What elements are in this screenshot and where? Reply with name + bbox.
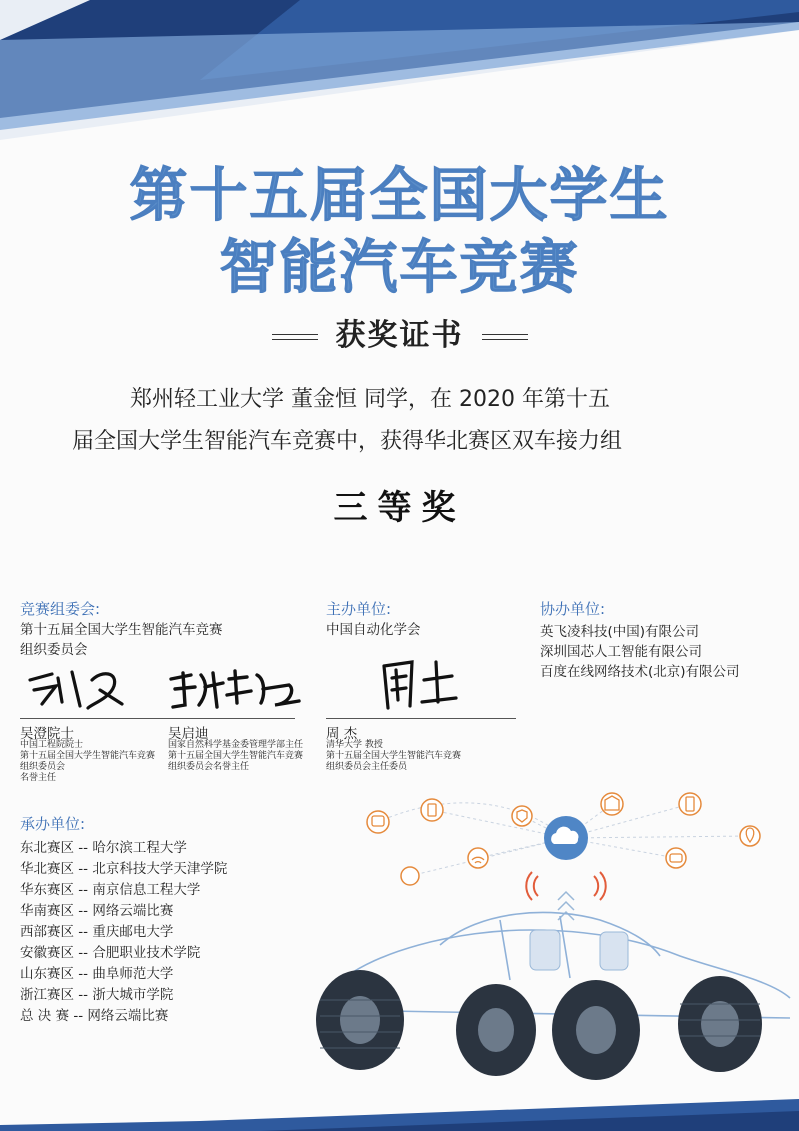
hosts-heading: 承办单位:	[20, 815, 86, 833]
signatory-name: 吴澄院士	[20, 726, 74, 742]
certificate-subtitle	[0, 310, 799, 354]
robot-icon	[666, 848, 686, 868]
host-item: 华南赛区 -- 网络云端比赛	[20, 903, 174, 919]
smart-car-illustration	[300, 780, 799, 1080]
signature-wu-cheng	[22, 660, 132, 715]
host-item: 东北赛区 -- 哈尔滨工程大学	[20, 840, 187, 856]
organizer-heading: 主办单位:	[326, 600, 392, 618]
top-decorative-band	[0, 0, 799, 140]
signature-line-middle	[326, 718, 516, 719]
hosts-list	[20, 838, 227, 1027]
wifi-icon	[468, 848, 488, 868]
left-dash-divider	[272, 334, 318, 340]
committee-heading: 竞赛组委会:	[20, 600, 101, 618]
co-organizers-heading: 协办单位:	[540, 600, 606, 618]
bus-icon	[367, 811, 389, 833]
co-organizer-item: 百度在线网络技术(北京)有限公司	[540, 664, 740, 680]
host-item: 安徽赛区 -- 合肥职业技术学院	[20, 945, 201, 961]
signatory-description: 中国工程院院士 第十五届全国大学生智能汽车竞赛 组织委员会 名誉主任	[20, 740, 156, 783]
certificate-statement-line-2: 届全国大学生智能汽车竞赛中，获得华北赛区双车接力组	[72, 429, 623, 454]
certificate-statement-line-1: 郑州轻工业大学 董金恒 同学，在 2020 年第十五	[130, 387, 610, 412]
signatory-description: 清华大学 教授 第十五届全国大学生智能汽车竞赛 组织委员会主任委员	[326, 740, 462, 772]
committee-text-line-1: 第十五届全国大学生智能汽车竞赛	[20, 622, 223, 638]
signature-wu-qidi	[165, 665, 305, 710]
signatory-name: 周 杰	[326, 726, 358, 742]
host-item: 山东赛区 -- 曲阜师范大学	[20, 966, 174, 982]
shield-icon	[512, 806, 532, 826]
signature-zhou-jie	[372, 652, 462, 714]
organizer-name: 中国自动化学会	[326, 622, 421, 638]
host-item: 华北赛区 -- 北京科技大学天津学院	[20, 861, 228, 877]
car-wheels	[316, 970, 762, 1080]
signatory-name: 吴启迪	[168, 726, 209, 742]
co-organizer-item: 深圳国芯人工智能有限公司	[540, 644, 702, 660]
right-dash-divider	[482, 334, 528, 340]
signature-line-left	[20, 718, 295, 719]
subtitle-text: 获奖证书	[335, 318, 464, 353]
cloud-icon	[544, 816, 588, 860]
host-item: 西部赛区 -- 重庆邮电大学	[20, 924, 174, 940]
signatory-description: 国家自然科学基金委管理学部主任 第十五届全国大学生智能汽车竞赛 组织委员会名誉主任	[168, 740, 304, 772]
phone-icon	[679, 793, 701, 815]
host-item: 华东赛区 -- 南京信息工程大学	[20, 882, 201, 898]
certificate-title-line-2: 智能汽车竞赛	[219, 233, 580, 301]
certificate-title-line-1: 第十五届全国大学生	[129, 161, 670, 229]
committee-text-line-2: 组织委员会	[20, 642, 88, 658]
host-item: 浙江赛区 -- 浙大城市学院	[20, 987, 174, 1003]
co-organizer-item: 英飞凌科技(中国)有限公司	[540, 624, 700, 640]
host-item: 总 决 赛 -- 网络云端比赛	[20, 1008, 169, 1024]
car-icon	[401, 867, 419, 885]
award-level: 三等奖	[333, 488, 466, 528]
phone-icon	[421, 799, 443, 821]
